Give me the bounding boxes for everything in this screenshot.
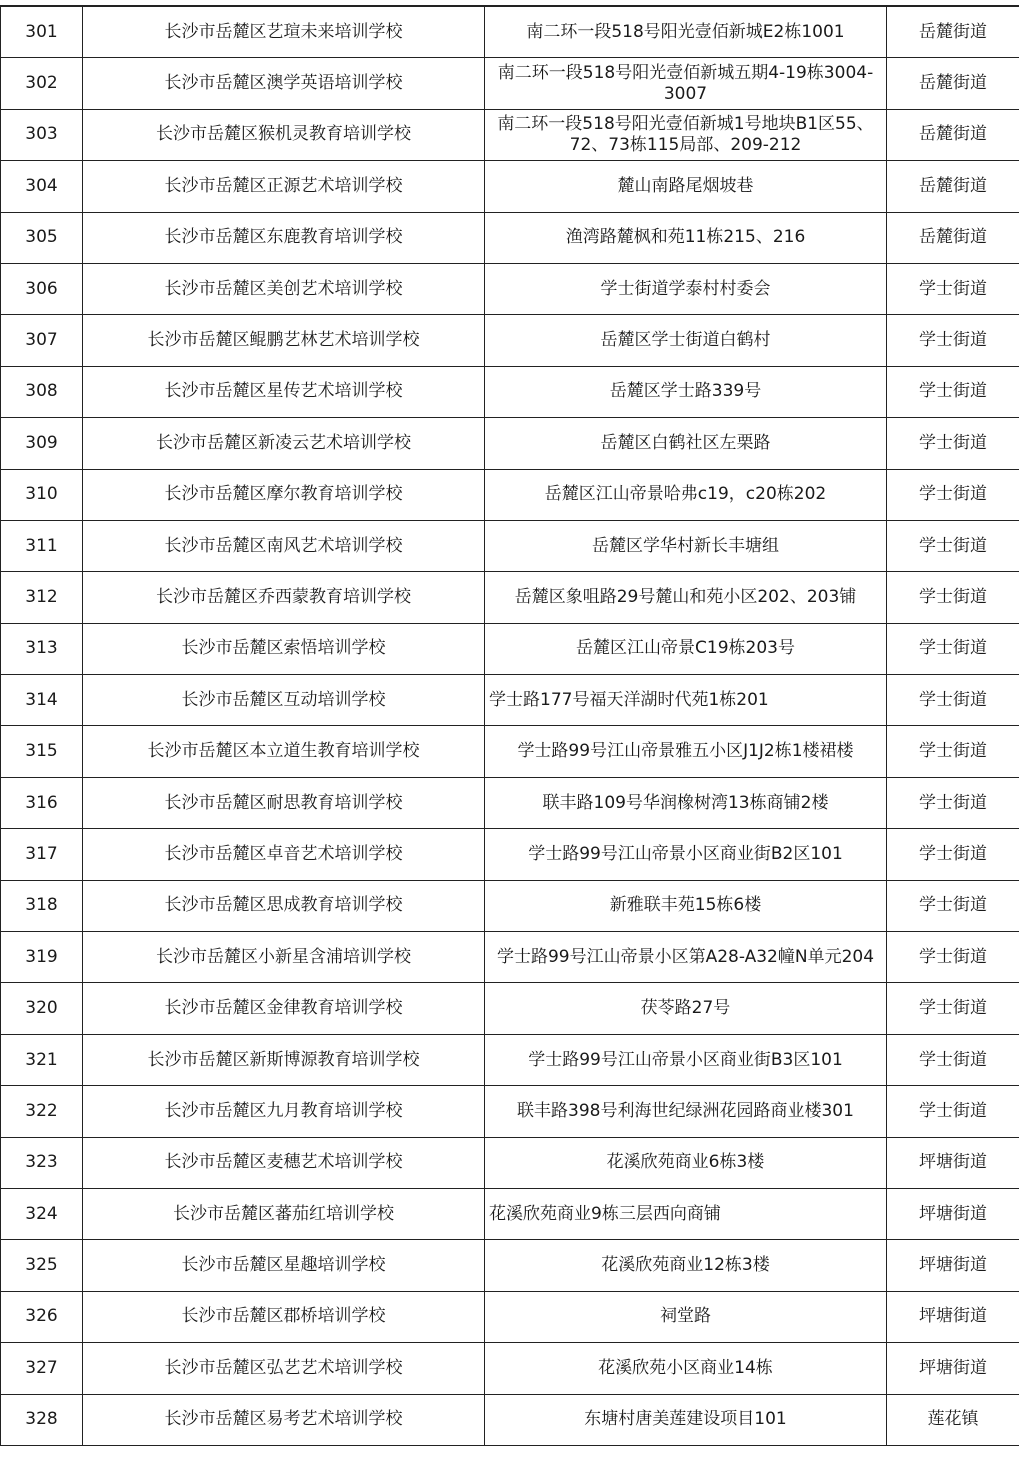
school-name-cell: 长沙市岳麓区易考艺术培训学校 (83, 1394, 485, 1445)
school-name-cell: 长沙市岳麓区新斯博源教育培训学校 (83, 1034, 485, 1085)
school-name-cell: 长沙市岳麓区九月教育培训学校 (83, 1086, 485, 1137)
table-row (1, 1137, 1019, 1188)
school-name-cell: 长沙市岳麓区南风艺术培训学校 (83, 520, 485, 571)
address-cell: 岳麓区江山帝景C19栋203号 (485, 623, 887, 674)
subdistrict-cell: 岳麓街道 (887, 212, 1019, 263)
subdistrict-cell: 学士街道 (887, 1034, 1019, 1085)
address-cell: 东塘村唐美莲建设项目101 (485, 1394, 887, 1445)
row-number-cell: 301 (1, 7, 83, 58)
row-number-cell: 303 (1, 109, 83, 160)
school-name-cell: 长沙市岳麓区星趣培训学校 (83, 1240, 485, 1291)
address-cell: 花溪欣苑商业9栋三层西向商铺 (485, 1188, 887, 1239)
school-name-cell: 长沙市岳麓区索悟培训学校 (83, 623, 485, 674)
row-number-cell: 314 (1, 675, 83, 726)
address-cell: 花溪欣苑商业12栋3楼 (485, 1240, 887, 1291)
table-row (1, 161, 1019, 212)
subdistrict-cell: 岳麓街道 (887, 161, 1019, 212)
subdistrict-cell: 学士街道 (887, 983, 1019, 1034)
row-number-cell: 321 (1, 1034, 83, 1085)
address-cell: 学士街道学泰村村委会 (485, 263, 887, 314)
table-row (1, 58, 1019, 109)
subdistrict-cell: 学士街道 (887, 1086, 1019, 1137)
row-number-cell: 318 (1, 880, 83, 931)
subdistrict-cell: 学士街道 (887, 726, 1019, 777)
school-name-cell: 长沙市岳麓区艺瑄未来培训学校 (83, 7, 485, 58)
row-number-cell: 313 (1, 623, 83, 674)
table-row (1, 1343, 1019, 1394)
row-number-cell: 326 (1, 1291, 83, 1342)
school-name-cell: 长沙市岳麓区本立道生教育培训学校 (83, 726, 485, 777)
school-name-cell: 长沙市岳麓区蕃茄红培训学校 (83, 1188, 485, 1239)
subdistrict-cell: 坪塘街道 (887, 1343, 1019, 1394)
table-row (1, 109, 1019, 160)
address-cell: 茯苓路27号 (485, 983, 887, 1034)
training-school-table (0, 6, 1019, 1446)
subdistrict-cell: 学士街道 (887, 623, 1019, 674)
table-row (1, 675, 1019, 726)
table-row (1, 212, 1019, 263)
row-number-cell: 323 (1, 1137, 83, 1188)
row-number-cell: 304 (1, 161, 83, 212)
table-row (1, 880, 1019, 931)
address-cell: 渔湾路麓枫和苑11栋215、216 (485, 212, 887, 263)
row-number-cell: 306 (1, 263, 83, 314)
subdistrict-cell: 学士街道 (887, 777, 1019, 828)
table-row (1, 983, 1019, 1034)
row-number-cell: 317 (1, 829, 83, 880)
row-number-cell: 311 (1, 520, 83, 571)
address-cell: 岳麓区学士路339号 (485, 366, 887, 417)
address-cell: 南二环一段518号阳光壹佰新城五期4-19栋3004-3007 (485, 58, 887, 109)
school-name-cell: 长沙市岳麓区郡桥培训学校 (83, 1291, 485, 1342)
table-row (1, 1086, 1019, 1137)
row-number-cell: 309 (1, 418, 83, 469)
school-name-cell: 长沙市岳麓区猴机灵教育培训学校 (83, 109, 485, 160)
table-row (1, 1188, 1019, 1239)
table-row (1, 623, 1019, 674)
address-cell: 岳麓区象咀路29号麓山和苑小区202、203铺 (485, 572, 887, 623)
subdistrict-cell: 莲花镇 (887, 1394, 1019, 1445)
row-number-cell: 310 (1, 469, 83, 520)
address-cell: 花溪欣苑小区商业14栋 (485, 1343, 887, 1394)
address-cell: 学士路99号江山帝景小区第A28-A32幢N单元204 (485, 932, 887, 983)
address-cell: 联丰路398号利海世纪绿洲花园路商业楼301 (485, 1086, 887, 1137)
subdistrict-cell: 学士街道 (887, 315, 1019, 366)
school-name-cell: 长沙市岳麓区耐思教育培训学校 (83, 777, 485, 828)
table-row (1, 7, 1019, 58)
subdistrict-cell: 坪塘街道 (887, 1240, 1019, 1291)
address-cell: 学士路99号江山帝景小区商业街B2区101 (485, 829, 887, 880)
school-name-cell: 长沙市岳麓区金律教育培训学校 (83, 983, 485, 1034)
school-name-cell: 长沙市岳麓区东鹿教育培训学校 (83, 212, 485, 263)
subdistrict-cell: 岳麓街道 (887, 109, 1019, 160)
table-row (1, 1394, 1019, 1445)
table-row (1, 1240, 1019, 1291)
table-row (1, 263, 1019, 314)
table-row (1, 932, 1019, 983)
address-cell: 祠堂路 (485, 1291, 887, 1342)
subdistrict-cell: 学士街道 (887, 469, 1019, 520)
school-name-cell: 长沙市岳麓区麦穗艺术培训学校 (83, 1137, 485, 1188)
row-number-cell: 327 (1, 1343, 83, 1394)
subdistrict-cell: 学士街道 (887, 880, 1019, 931)
address-cell: 岳麓区白鹤社区左栗路 (485, 418, 887, 469)
row-number-cell: 305 (1, 212, 83, 263)
row-number-cell: 322 (1, 1086, 83, 1137)
row-number-cell: 307 (1, 315, 83, 366)
table-row (1, 366, 1019, 417)
row-number-cell: 319 (1, 932, 83, 983)
table-body (1, 7, 1019, 1446)
row-number-cell: 308 (1, 366, 83, 417)
table-row (1, 469, 1019, 520)
subdistrict-cell: 岳麓街道 (887, 58, 1019, 109)
table-row (1, 315, 1019, 366)
school-name-cell: 长沙市岳麓区美创艺术培训学校 (83, 263, 485, 314)
row-number-cell: 312 (1, 572, 83, 623)
table-row (1, 777, 1019, 828)
address-cell: 南二环一段518号阳光壹佰新城1号地块B1区55、72、73栋115局部、209-212 (485, 109, 887, 160)
school-name-cell: 长沙市岳麓区澳学英语培训学校 (83, 58, 485, 109)
subdistrict-cell: 坪塘街道 (887, 1137, 1019, 1188)
school-name-cell: 长沙市岳麓区思成教育培训学校 (83, 880, 485, 931)
row-number-cell: 328 (1, 1394, 83, 1445)
school-name-cell: 长沙市岳麓区新凌云艺术培训学校 (83, 418, 485, 469)
row-number-cell: 315 (1, 726, 83, 777)
address-cell: 学士路177号福天洋湖时代苑1栋201 (485, 675, 887, 726)
school-name-cell: 长沙市岳麓区乔西蒙教育培训学校 (83, 572, 485, 623)
subdistrict-cell: 学士街道 (887, 675, 1019, 726)
address-cell: 岳麓区江山帝景哈弗c19，c20栋202 (485, 469, 887, 520)
school-name-cell: 长沙市岳麓区卓音艺术培训学校 (83, 829, 485, 880)
table-row (1, 726, 1019, 777)
school-name-cell: 长沙市岳麓区摩尔教育培训学校 (83, 469, 485, 520)
table-row (1, 829, 1019, 880)
table-row (1, 418, 1019, 469)
address-cell: 学士路99号江山帝景小区商业街B3区101 (485, 1034, 887, 1085)
subdistrict-cell: 学士街道 (887, 572, 1019, 623)
row-number-cell: 325 (1, 1240, 83, 1291)
address-cell: 学士路99号江山帝景雅五小区J1J2栋1楼裙楼 (485, 726, 887, 777)
school-name-cell: 长沙市岳麓区正源艺术培训学校 (83, 161, 485, 212)
subdistrict-cell: 学士街道 (887, 520, 1019, 571)
school-name-cell: 长沙市岳麓区弘艺艺术培训学校 (83, 1343, 485, 1394)
address-cell: 岳麓区学华村新长丰塘组 (485, 520, 887, 571)
subdistrict-cell: 学士街道 (887, 263, 1019, 314)
subdistrict-cell: 坪塘街道 (887, 1188, 1019, 1239)
table-row (1, 1291, 1019, 1342)
table-row (1, 1034, 1019, 1085)
table-row (1, 572, 1019, 623)
school-name-cell: 长沙市岳麓区星传艺术培训学校 (83, 366, 485, 417)
row-number-cell: 316 (1, 777, 83, 828)
subdistrict-cell: 学士街道 (887, 932, 1019, 983)
address-cell: 岳麓区学士街道白鹤村 (485, 315, 887, 366)
address-cell: 麓山南路尾烟坡巷 (485, 161, 887, 212)
address-cell: 联丰路109号华润橡树湾13栋商铺2楼 (485, 777, 887, 828)
subdistrict-cell: 学士街道 (887, 418, 1019, 469)
school-name-cell: 长沙市岳麓区互动培训学校 (83, 675, 485, 726)
row-number-cell: 324 (1, 1188, 83, 1239)
table-row (1, 520, 1019, 571)
school-name-cell: 长沙市岳麓区鲲鹏艺林艺术培训学校 (83, 315, 485, 366)
school-name-cell: 长沙市岳麓区小新星含浦培训学校 (83, 932, 485, 983)
row-number-cell: 320 (1, 983, 83, 1034)
row-number-cell: 302 (1, 58, 83, 109)
subdistrict-cell: 坪塘街道 (887, 1291, 1019, 1342)
subdistrict-cell: 学士街道 (887, 366, 1019, 417)
subdistrict-cell: 岳麓街道 (887, 7, 1019, 58)
address-cell: 花溪欣苑商业6栋3楼 (485, 1137, 887, 1188)
subdistrict-cell: 学士街道 (887, 829, 1019, 880)
address-cell: 新雅联丰苑15栋6楼 (485, 880, 887, 931)
address-cell: 南二环一段518号阳光壹佰新城E2栋1001 (485, 7, 887, 58)
